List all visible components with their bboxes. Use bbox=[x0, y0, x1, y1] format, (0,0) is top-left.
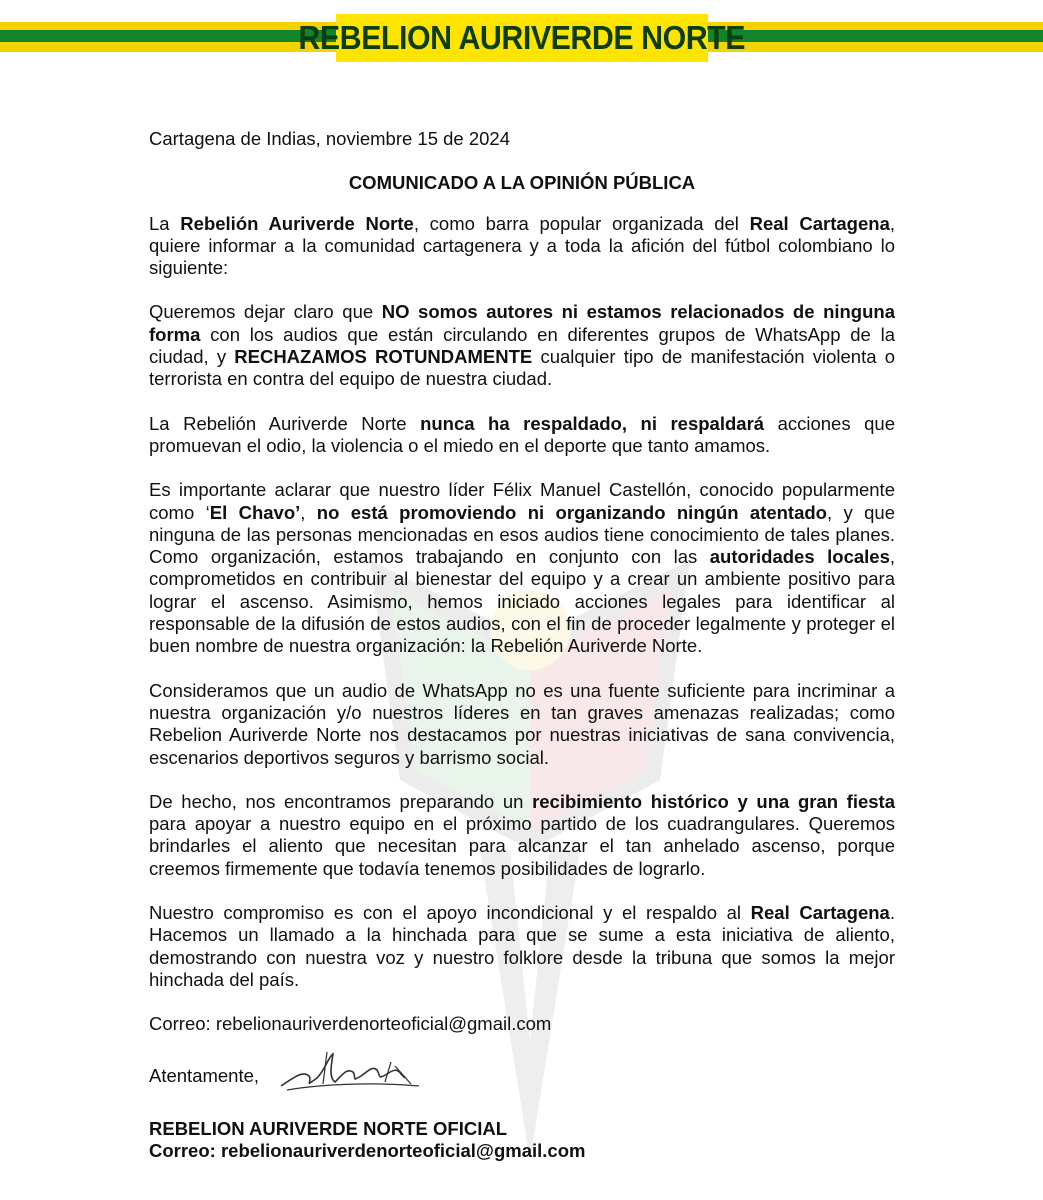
text-run: Consideramos que un audio de WhatsApp no es una fuente suficiente para incriminar a nuestra organización y/o nuestros líderes en tan graves amenazas realizadas; como Rebelion Auriverde Norte nos destacamos por nuestras iniciativas de sana convivencia, escenarios deportivos seguros y barrismo social. bbox=[149, 679, 895, 768]
text-run: Es importante aclarar que nuestro líder Félix Manuel Castellón, conocido popularmente como ‘ bbox=[149, 479, 895, 523]
text-run: , como barra popular organizada del bbox=[413, 212, 750, 234]
letter-date: Cartagena de Indias, noviembre 15 de 2024 bbox=[149, 128, 511, 149]
letter-paragraph bbox=[149, 479, 895, 657]
text-run: Queremos dejar claro que bbox=[149, 301, 382, 323]
text-run: acciones que promuevan el odio, la violencia o el miedo en el deporte que tanto amamos. bbox=[149, 412, 895, 456]
bold-text: NO somos autores ni estamos relacionados de ninguna forma bbox=[149, 301, 895, 345]
letter-heading: COMUNICADO A LA OPINIÓN PÚBLICA bbox=[348, 172, 696, 194]
letter-paragraphs bbox=[149, 213, 895, 992]
bold-text: RECHAZAMOS ROTUNDAMENTE bbox=[234, 346, 533, 368]
text-run: con los audios que están circulando en diferentes grupos de WhatsApp de la ciudad, y bbox=[149, 323, 895, 368]
text-run: , quiere informar a la comunidad cartagenera y a toda la afición del fútbol colombiano lo siguiente: bbox=[149, 212, 895, 279]
text-run: , bbox=[300, 501, 317, 523]
handwritten-signature-icon bbox=[273, 1048, 423, 1094]
letter-paragraph bbox=[149, 902, 895, 991]
bold-text: no está promoviendo ni organizando ningún atentado bbox=[316, 501, 827, 523]
header-title: REBELION AURIVERDE NORTE bbox=[298, 19, 746, 56]
text-run: , y que ninguna de las personas mencionadas en esos audios tiene conocimiento de tales planes. Como organización, estamos trabajando en conjunto con las bbox=[149, 501, 895, 568]
header-banner bbox=[298, 14, 746, 62]
text-run: La Rebelión Auriverde Norte bbox=[149, 412, 421, 434]
text-run: , comprometidos en contribuir al bienestar del equipo y a crear un ambiente positivo para lograr el ascenso. Asimismo, hemos iniciado acciones legales para identificar al responsable de la difusión de estos audios, con el fin de proceder legalmente y proteger el buen nombre de nuestra organización: la Rebelión Auriverde Norte. bbox=[149, 546, 896, 657]
bold-text: Real Cartagena bbox=[749, 212, 890, 234]
bold-text: nunca ha respaldado, ni respaldará bbox=[420, 412, 765, 434]
text-run: . Hacemos un llamado a la hinchada para que se sume a esta iniciativa de aliento, demostrando con nuestra voz y nuestro folklore desde la tribuna que somos la mejor hinchada del país. bbox=[149, 902, 895, 990]
letter-paragraph bbox=[149, 791, 895, 880]
bold-text: El Chavo’ bbox=[209, 501, 301, 523]
letter-paragraph bbox=[149, 413, 895, 458]
text-run: cualquier tipo de manifestación violenta o terrorista en contra del equipo de nuestra ciudad. bbox=[149, 346, 895, 390]
bold-text: recibimiento histórico y una gran fiesta bbox=[532, 790, 896, 812]
letter-paragraph bbox=[149, 213, 895, 280]
text-run: La bbox=[149, 212, 181, 234]
closing-text: Atentamente, bbox=[149, 1065, 260, 1087]
bold-text: Real Cartagena bbox=[750, 902, 890, 924]
text-run: Nuestro compromiso es con el apoyo incondicional y el respaldo al bbox=[149, 902, 751, 924]
letter-paragraph bbox=[149, 301, 895, 390]
signature-block bbox=[149, 1118, 895, 1163]
signature-org: REBELION AURIVERDE NORTE OFICIAL bbox=[149, 1117, 508, 1139]
bold-text: Rebelión Auriverde Norte bbox=[180, 212, 414, 234]
letter-body bbox=[149, 128, 895, 1163]
text-run: para apoyar a nuestro equipo en el próximo partido de los cuadrangulares. Queremos brindarles el aliento que necesitan para alcanzar el tan anhelado ascenso, porque creemos firmemente que todavía tenemos posibilidades de lograrlo. bbox=[149, 813, 895, 879]
letter-paragraph bbox=[149, 680, 895, 769]
closing-row bbox=[149, 1054, 895, 1088]
bold-text: autoridades locales bbox=[709, 546, 890, 568]
contact-line: Correo: rebelionauriverdenorteoficial@gmail.com bbox=[149, 1013, 552, 1035]
text-run: De hecho, nos encontramos preparando un bbox=[149, 790, 533, 812]
signature-email: Correo: rebelionauriverdenorteoficial@gmail.com bbox=[149, 1140, 586, 1161]
